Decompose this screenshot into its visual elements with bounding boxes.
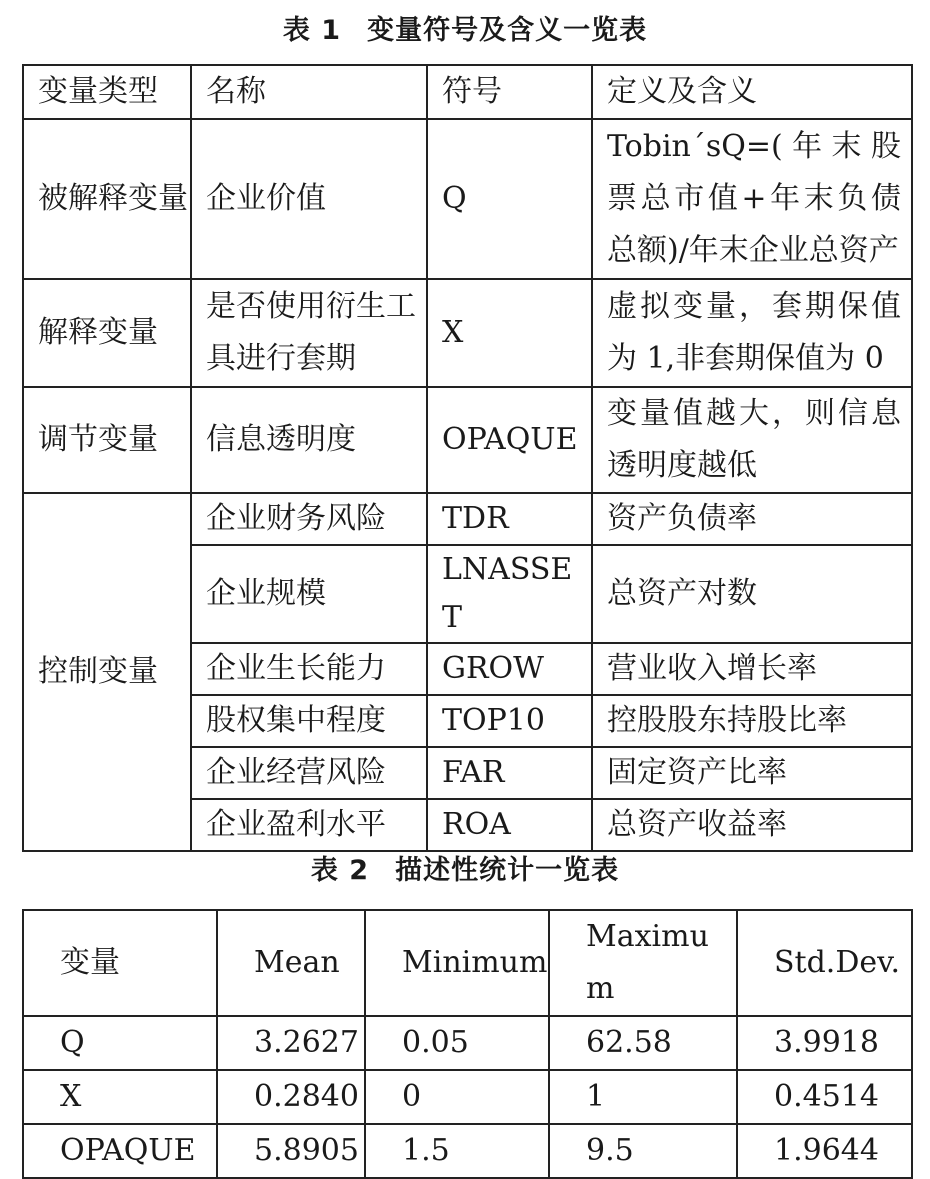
variable-name-cell: 是否使用衍生工具进行套期 bbox=[191, 279, 427, 387]
variable-type-cell: 控制变量 bbox=[23, 493, 191, 851]
variable-definition-cell: 固定资产比率 bbox=[592, 747, 912, 799]
variable-name-cell: 股权集中程度 bbox=[191, 695, 427, 747]
table-row bbox=[23, 119, 912, 279]
variable-name-cell: 企业盈利水平 bbox=[191, 799, 427, 851]
table2-caption-title: 描述性统计一览表 bbox=[395, 855, 620, 886]
variable-type-cell: 解释变量 bbox=[23, 279, 191, 387]
stat-mean-cell: 3.2627 bbox=[217, 1016, 365, 1070]
variable-symbol-cell: OPAQUE bbox=[427, 387, 592, 493]
stat-minimum-cell: 0 bbox=[365, 1070, 549, 1124]
variable-symbol-cell: TOP10 bbox=[427, 695, 592, 747]
stat-minimum-cell: 1.5 bbox=[365, 1124, 549, 1178]
variable-symbol-cell: X bbox=[427, 279, 592, 387]
stat-minimum-cell: 0.05 bbox=[365, 1016, 549, 1070]
variable-symbol-cell: TDR bbox=[427, 493, 592, 545]
variable-definition-cell: 总资产对数 bbox=[592, 545, 912, 643]
table2-header-row bbox=[23, 910, 912, 1016]
stat-variable-cell: OPAQUE bbox=[23, 1124, 217, 1178]
stat-maximum-cell: 62.58 bbox=[549, 1016, 737, 1070]
header-cell: 定义及含义 bbox=[592, 65, 912, 119]
table1-caption-title: 变量符号及含义一览表 bbox=[367, 15, 648, 46]
variable-symbol-cell: FAR bbox=[427, 747, 592, 799]
descriptive-statistics-table bbox=[22, 909, 913, 1179]
variable-symbol-cell: GROW bbox=[427, 643, 592, 695]
variable-name-cell: 信息透明度 bbox=[191, 387, 427, 493]
table2-caption bbox=[0, 848, 930, 887]
variable-definition-cell: 营业收入增长率 bbox=[592, 643, 912, 695]
variable-definition-cell: 总资产收益率 bbox=[592, 799, 912, 851]
stat-maximum-cell: 9.5 bbox=[549, 1124, 737, 1178]
table-row bbox=[23, 1070, 912, 1124]
variable-symbol-cell: ROA bbox=[427, 799, 592, 851]
variable-definition-cell: 资产负债率 bbox=[592, 493, 912, 545]
header-cell: Std.Dev. bbox=[737, 910, 912, 1016]
variable-name-cell: 企业经营风险 bbox=[191, 747, 427, 799]
header-cell: 符号 bbox=[427, 65, 592, 119]
header-cell: 变量类型 bbox=[23, 65, 191, 119]
stat-maximum-cell: 1 bbox=[549, 1070, 737, 1124]
variable-type-cell: 调节变量 bbox=[23, 387, 191, 493]
table-row bbox=[23, 493, 912, 545]
table-row bbox=[23, 1016, 912, 1070]
table-row bbox=[23, 279, 912, 387]
stat-stddev-cell: 3.9918 bbox=[737, 1016, 912, 1070]
variable-definition-cell: 变量值越大，则信息透明度越低 bbox=[592, 387, 912, 493]
stat-variable-cell: X bbox=[23, 1070, 217, 1124]
table1-caption bbox=[0, 8, 930, 47]
header-cell: Mean bbox=[217, 910, 365, 1016]
header-cell: 变量 bbox=[23, 910, 217, 1016]
stat-variable-cell: Q bbox=[23, 1016, 217, 1070]
variable-name-cell: 企业规模 bbox=[191, 545, 427, 643]
variable-definition-table bbox=[22, 64, 913, 852]
variable-symbol-cell: LNASSET bbox=[427, 545, 592, 643]
variable-definition-cell: Tobin´sQ=(年末股票总市值+年末负债总额)/年末企业总资产 bbox=[592, 119, 912, 279]
variable-definition-cell: 控股股东持股比率 bbox=[592, 695, 912, 747]
variable-name-cell: 企业价值 bbox=[191, 119, 427, 279]
stat-stddev-cell: 1.9644 bbox=[737, 1124, 912, 1178]
header-cell: Minimum bbox=[365, 910, 549, 1016]
table1-caption-number: 表 1 bbox=[282, 15, 342, 46]
table1-header-row bbox=[23, 65, 912, 119]
stat-stddev-cell: 0.4514 bbox=[737, 1070, 912, 1124]
table2-caption-number: 表 2 bbox=[310, 855, 370, 886]
header-cell: Maximum bbox=[549, 910, 737, 1016]
variable-name-cell: 企业生长能力 bbox=[191, 643, 427, 695]
variable-symbol-cell: Q bbox=[427, 119, 592, 279]
table-row bbox=[23, 1124, 912, 1178]
variable-definition-cell: 虚拟变量，套期保值为 1,非套期保值为 0 bbox=[592, 279, 912, 387]
header-cell: 名称 bbox=[191, 65, 427, 119]
variable-name-cell: 企业财务风险 bbox=[191, 493, 427, 545]
stat-mean-cell: 5.8905 bbox=[217, 1124, 365, 1178]
variable-type-cell: 被解释变量 bbox=[23, 119, 191, 279]
table-row bbox=[23, 387, 912, 493]
stat-mean-cell: 0.2840 bbox=[217, 1070, 365, 1124]
